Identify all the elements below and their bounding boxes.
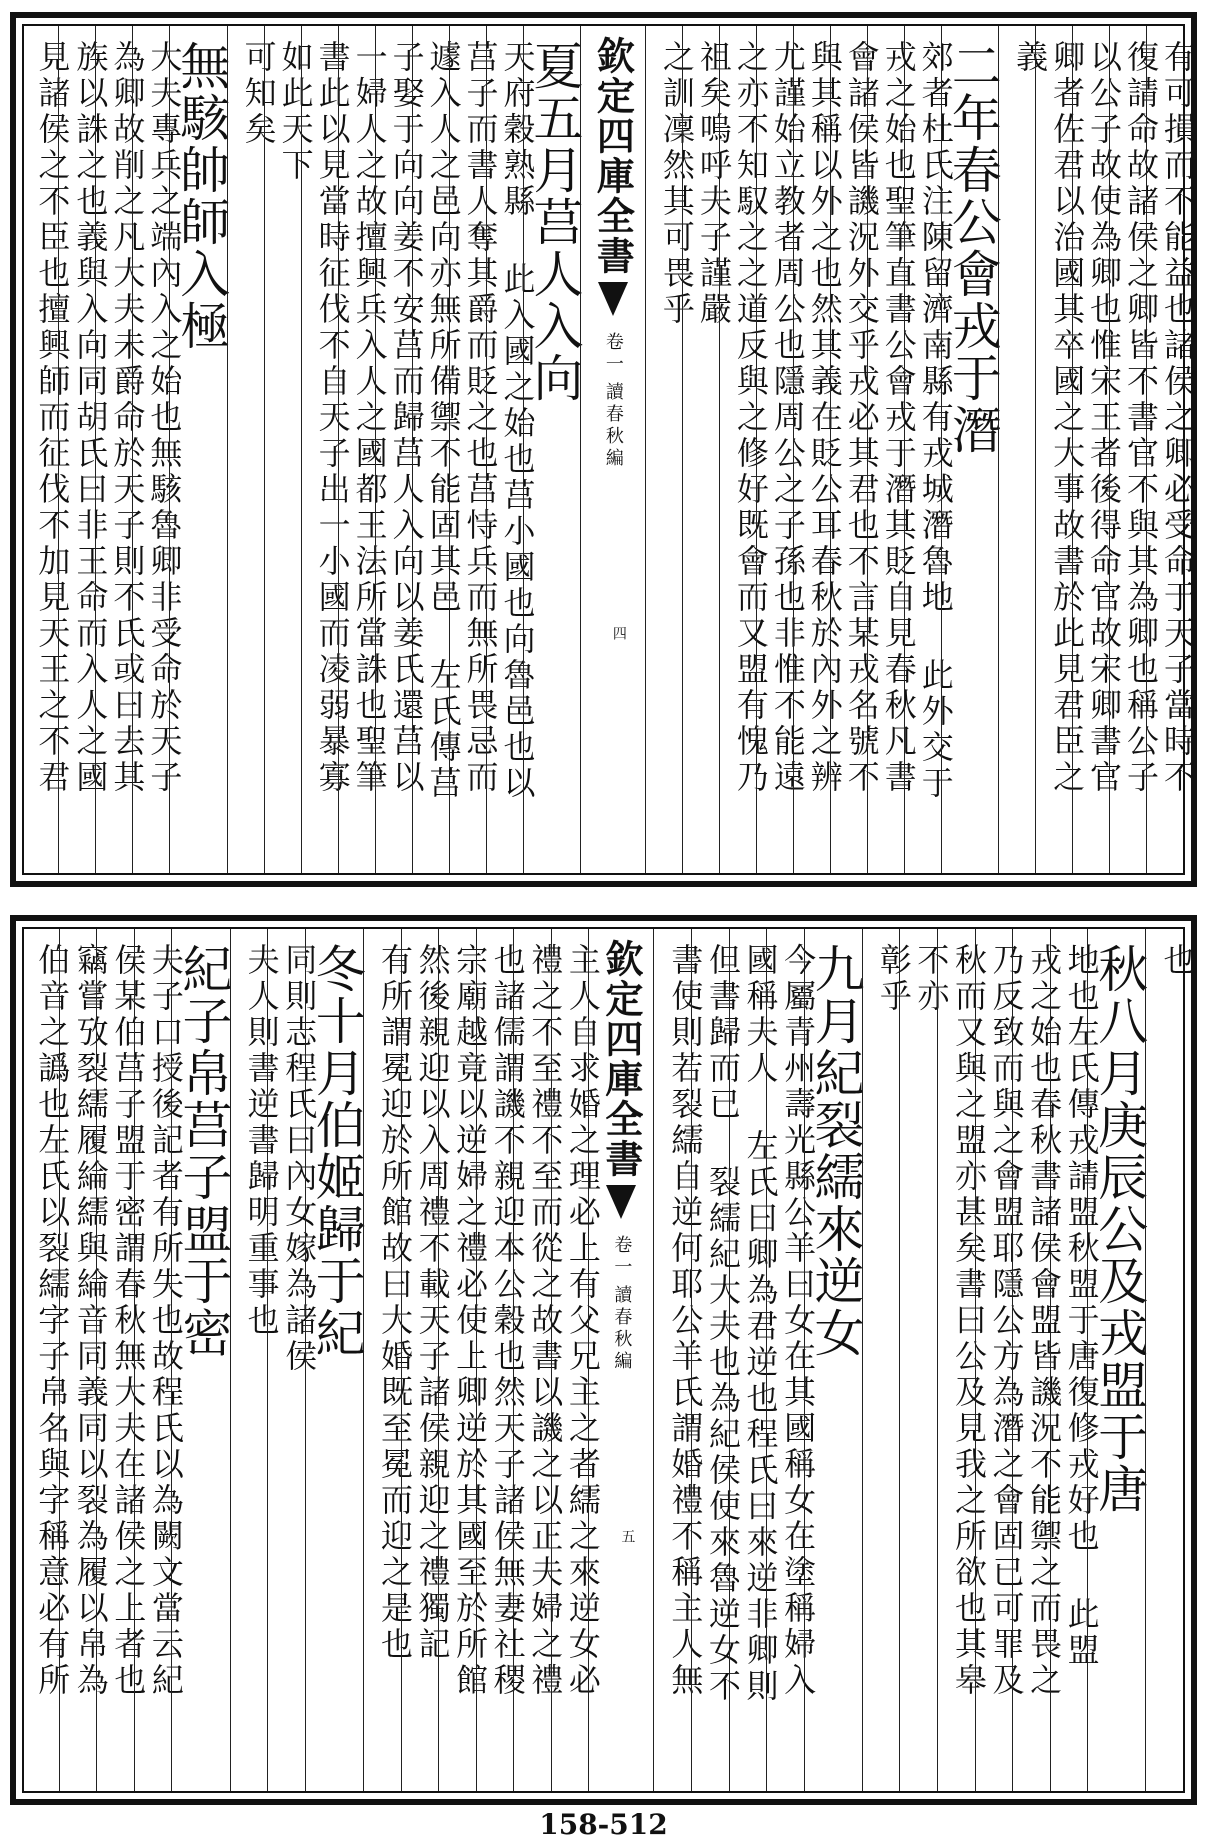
text-column [719, 26, 770, 873]
text-column [95, 26, 147, 873]
column-text: 然後親迎以入周禮不載天子諸侯親迎之禮獨記 [413, 943, 452, 1663]
text-column [486, 26, 537, 873]
column-text: 可知矣 [239, 40, 278, 148]
column-text: 尤謹始立教者周公也隱周公之子孫也非惟不能遠 [768, 40, 807, 796]
text-column [1012, 929, 1064, 1791]
text-column [476, 929, 527, 1791]
text-column [1109, 26, 1161, 873]
text-column [551, 929, 602, 1791]
column-text: 宗廟越竟以逆婦之禮必使上卿逆於其國至於所館 [451, 943, 490, 1699]
text-column [96, 929, 148, 1791]
column-text: 有可損而不能益也諸侯之卿必受命于天子當時不 [1159, 40, 1198, 796]
text-column [766, 929, 818, 1791]
center-fold-column [580, 26, 645, 873]
heading-text: 二年春公會戎于潛 [943, 40, 1002, 456]
text-column [264, 26, 315, 873]
column-text: 伯音之譌也左氏以裂繻字子帛名與字稱意必有所 [33, 943, 72, 1699]
text-column [412, 26, 463, 873]
text-column [1146, 26, 1198, 873]
column-text: 如此天下 [276, 40, 315, 184]
column-text: 但書歸而已 裂繻紀大夫也為紀侯使來魯逆女不 [703, 943, 742, 1705]
text-column [867, 26, 918, 873]
column-text: 國稱夫人 左氏曰卿為君逆也程氏曰來逆非卿則 [741, 943, 780, 1705]
text-column [230, 929, 281, 1791]
column-text: 卿者佐君以治國其卒國之大事故書於此見君臣之 [1048, 40, 1087, 796]
text-column [1035, 26, 1087, 873]
heading-column [941, 26, 1002, 873]
column-text: 也 [1158, 943, 1197, 979]
column-text: 夫人則書逆書歸明重事也 [242, 943, 281, 1339]
bottom-page [10, 915, 1197, 1805]
column-text: 主人自求婚之理必上有父兄主之者繻之來逆女必 [563, 943, 602, 1699]
column-text: 有所謂冕迎於所館故曰大婚既至冕而迎之是也 [376, 943, 414, 1663]
bottom-page-frame [22, 927, 1197, 1793]
column-text: 族以誅之也義與入向同胡氏曰非王命而入人之國 [71, 40, 110, 796]
heading-text: 紀子帛莒子盟于密 [174, 943, 233, 1359]
column-text: 不亦 [912, 943, 951, 1015]
column-text: 彰乎 [874, 943, 913, 1015]
heading-column [804, 929, 865, 1791]
column-text: 同則志程氏曰內女嫁為諸侯 [280, 943, 319, 1375]
heading-text: 無駭帥師入極 [172, 40, 231, 352]
column-text: 乃反致而與之會盟耶隱公方為潛之會固已可罪及 [987, 943, 1026, 1699]
column-text: 郊者杜氏注陳留濟南縣有戎城潛魯地 此外交于 [916, 40, 955, 802]
juan-label: 卷一 [602, 332, 624, 376]
column-text: 子娶于向向姜不安莒而歸莒人入向以姜氏還莒以 [387, 40, 426, 796]
text-column [132, 26, 184, 873]
text-column [756, 26, 807, 873]
text-column [1050, 929, 1101, 1791]
center-fold-column [588, 929, 653, 1791]
top-page-frame [22, 24, 1198, 875]
column-text: 也諸儒謂譏不親迎本公穀也然天子諸侯無妻社稷 [488, 943, 527, 1699]
text-column [937, 929, 988, 1791]
text-column [513, 929, 565, 1791]
column-text: 復請命故諸侯之卿皆不書官不與其為卿也稱公子 [1122, 40, 1161, 796]
folio-number: 158-512 [539, 1808, 668, 1841]
text-column [375, 26, 426, 873]
column-text: 一婦人之故擅興兵入人之國都王法所當誅也聖筆 [350, 40, 389, 796]
juan-label: 卷一 [611, 1235, 633, 1279]
text-column [691, 929, 742, 1791]
fishtail-mark-icon [606, 1185, 636, 1219]
text-column [58, 26, 110, 873]
column-text: 今屬青州壽光縣公羊曰女在其國稱女在塗稱婦入 [779, 943, 818, 1699]
text-column [862, 929, 913, 1791]
text-column [449, 26, 500, 873]
center-subtitle [600, 332, 626, 470]
book-label: 讀春秋編 [611, 1285, 633, 1373]
heading-column [171, 929, 233, 1791]
text-column [363, 929, 414, 1791]
text-column [267, 929, 319, 1791]
page-number: 五 [619, 1529, 636, 1543]
heading-column [169, 26, 231, 873]
text-column [401, 929, 452, 1791]
column-text: 莒子而書人奪其爵而貶之也莒恃兵而無所畏忌而 [461, 40, 500, 796]
column-text: 竊嘗攷裂繻履綸繻與綸音同義同以裂為履以帛為 [71, 943, 110, 1699]
top-columns [24, 26, 1198, 873]
text-column [729, 929, 780, 1791]
column-text: 祖矣嗚呼夫子謹嚴 [694, 40, 733, 328]
text-column [438, 929, 490, 1791]
heading-column [523, 26, 584, 873]
column-text: 夫子口授後記者有所失也故程氏以為闕文當云紀 [146, 943, 185, 1699]
text-column [793, 26, 844, 873]
column-text: 戎之始也聖筆直書公會戎于潛其貶自見春秋凡書 [879, 40, 918, 796]
fishtail-mark-icon [598, 282, 628, 316]
column-text: 遽入人之邑向亦無所備禦不能固其邑 左氏傳莒 [424, 40, 463, 802]
text-column [1145, 929, 1197, 1791]
text-column [227, 26, 278, 873]
column-text: 為卿故削之凡大夫未爵命於天子則不氏或曰去其 [108, 40, 147, 796]
text-column [338, 26, 389, 873]
text-column [899, 929, 951, 1791]
column-text: 侯某伯莒子盟于密謂春秋無大夫在諸侯之上者也 [109, 943, 148, 1699]
center-title: 欽定四庫全書 [598, 939, 644, 1179]
column-text: 之訓凜然其可畏乎 [657, 40, 696, 328]
text-column [21, 26, 72, 873]
column-text: 天府穀熟縣 此入國之始也莒小國也向魯邑也以 [498, 40, 537, 802]
text-column [998, 26, 1050, 873]
column-text: 書使則若裂繻自逆何耶公羊氏謂婚禮不稱主人無 [666, 943, 705, 1699]
column-text: 戎之始也春秋書諸侯會盟皆譏況不能禦之而畏之 [1025, 943, 1064, 1699]
text-column [645, 26, 696, 873]
column-text: 以公子故使為卿也惟宋王者後得命官故宋卿書官 [1085, 40, 1124, 796]
column-text: 之亦不知馭之之道反與之修好既會而又盟有愧乃 [731, 40, 770, 796]
text-column [830, 26, 881, 873]
text-column [904, 26, 955, 873]
heading-text: 九月紀裂繻來逆女 [806, 943, 865, 1359]
heading-text: 秋八月庚辰公及戎盟于唐 [1090, 943, 1149, 1515]
center-title: 欽定四庫全書 [590, 36, 636, 276]
page-number: 四 [610, 626, 627, 640]
text-column [134, 929, 185, 1791]
book-label: 讀春秋編 [602, 382, 624, 470]
column-text: 大夫專兵之端內入之始也無駭魯卿非受命於天子 [145, 40, 184, 796]
column-text: 書此以見當時征伐不自天子出一小國而凌弱暴寡 [313, 40, 352, 796]
text-column [682, 26, 733, 873]
text-column [1072, 26, 1124, 873]
column-text: 與其稱以外之也然其義在貶公耳春秋於內外之辨 [805, 40, 844, 796]
text-column [653, 929, 705, 1791]
column-text: 地也左氏傳戎請盟秋盟于唐復修戎好也 此盟 [1062, 943, 1101, 1669]
text-column [301, 26, 352, 873]
column-text: 秋而又與之盟亦甚矣書曰公及見我之所欲也其皋 [949, 943, 988, 1699]
column-text: 會諸侯皆譏況外交乎戎必其君也不言某戎名號不 [842, 40, 881, 796]
center-subtitle [608, 1235, 634, 1373]
heading-column [305, 929, 366, 1791]
bottom-columns [24, 929, 1197, 1791]
column-text: 義 [1011, 40, 1050, 76]
heading-text: 夏五月莒人入向 [525, 40, 584, 404]
column-text: 禮之不至禮不至而從之故書以譏之以正夫婦之禮 [526, 943, 565, 1699]
text-column [975, 929, 1026, 1791]
heading-text: 冬十月伯姬歸于紀 [307, 943, 366, 1359]
column-text: 見諸侯之不臣也擅興師而征伐不加見天王之不君 [33, 40, 72, 796]
text-column [21, 929, 72, 1791]
top-page [10, 12, 1197, 887]
heading-column [1087, 929, 1149, 1791]
text-column [59, 929, 110, 1791]
